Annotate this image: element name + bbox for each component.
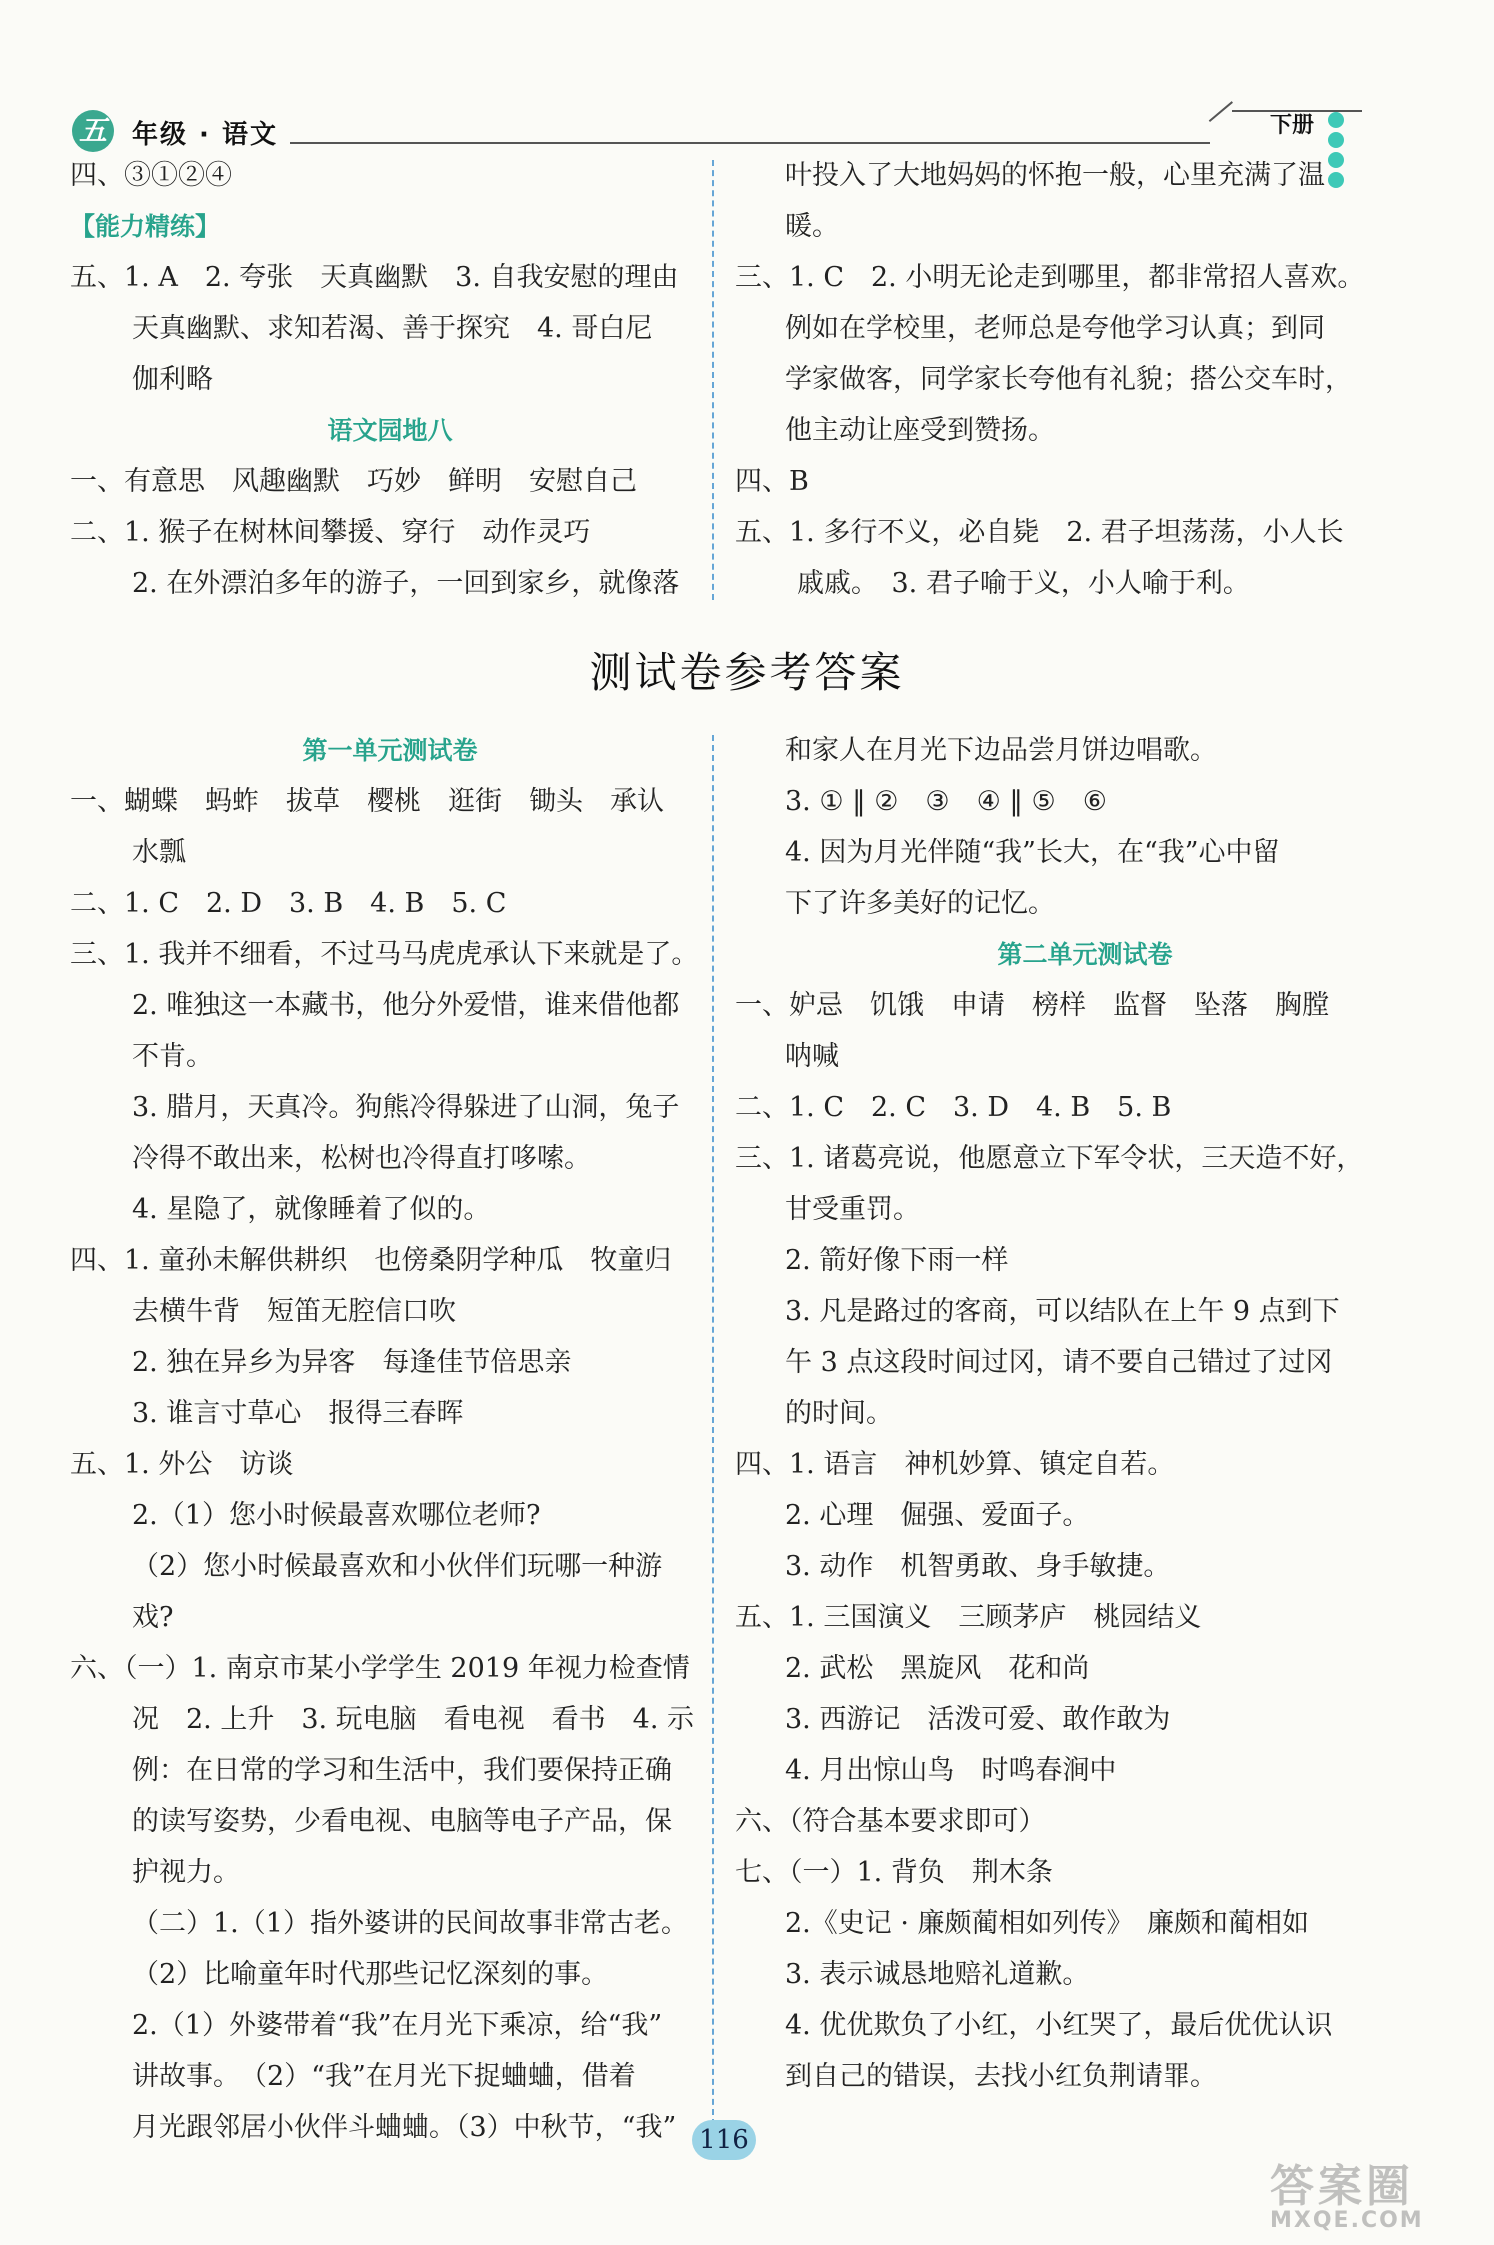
answer-line: 4. 优优欺负了小红，小红哭了，最后优优认识 [785,2010,1333,2041]
answer-line: 学家做客，同学家长夸他有礼貌；搭公交车时， [785,364,1352,395]
section-title: 语文园地八 [327,416,453,445]
answer-line: 例：在日常的学习和生活中，我们要保持正确 [132,1755,672,1786]
answer-line: 呐喊 [785,1041,839,1072]
upper-right-column [735,150,1435,609]
answer-line: 2.《史记 · 廉颇蔺相如列传》 廉颇和蔺相如 [785,1908,1310,1939]
page-number: 116 [692,2120,756,2160]
answer-line: 2.（1）外婆带着“我”在月光下乘凉，给“我” [132,2010,663,2041]
answer-line: 的读写姿势，少看电视、电脑等电子产品，保 [132,1806,672,1837]
answer-line: 一、有意思 风趣幽默 巧妙 鲜明 安慰自己 [70,466,637,497]
volume-label: 下册 [1270,113,1315,138]
answer-line: 2.（1）您小时候最喜欢哪位老师? [132,1500,541,1531]
answer-line: 4. 因为月光伴随“我”长大，在“我”心中留 [785,837,1280,868]
answer-line: 去横牛背 短笛无腔信口吹 [132,1296,456,1327]
answer-line: 3. 凡是路过的客商，可以结队在上午 9 点到下 [785,1296,1340,1327]
grade-badge: 五 [72,110,114,152]
answer-line: 3. 表示诚恳地赔礼道歉。 [785,1959,1090,1990]
answer-line: 下了许多美好的记忆。 [785,888,1055,919]
answer-line: 一、蝴蝶 蚂蚱 拔草 樱桃 逛街 锄头 承认 [70,786,664,817]
answer-line: 三、1. C 2. 小明无论走到哪里，都非常招人喜欢。 [735,262,1365,293]
column-divider [712,735,714,2135]
answer-line: 天真幽默、求知若渴、善于探究 4. 哥白尼 [132,313,653,344]
answer-line: 护视力。 [132,1857,240,1888]
answer-line: 和家人在月光下边品尝月饼边唱歌。 [785,735,1217,766]
answer-line: 2. 心理 倔强、爱面子。 [785,1500,1090,1531]
answer-line: 3. 谁言寸草心 报得三春晖 [132,1398,464,1429]
section-title: 第一单元测试卷 [302,736,478,765]
answer-line: 冷得不敢出来，松树也冷得直打哆嗦。 [132,1143,591,1174]
answer-line: （二）1.（1）指外婆讲的民间故事非常古老。 [132,1908,688,1939]
answer-line: 三、1. 我并不细看，不过马马虎虎承认下来就是了。 [70,939,699,970]
upper-left-column [70,150,710,609]
answer-line: 3. ① ‖ ② ③ ④ ‖ ⑤ ⑥ [785,786,1107,817]
answer-line: 戏? [132,1602,174,1633]
page-title: 测试卷参考答案 [589,648,905,697]
answer-line: 不肯。 [132,1041,213,1072]
answer-line: 二、1. 猴子在树林间攀援、穿行 动作灵巧 [70,517,591,548]
answer-line: 4. 月出惊山鸟 时鸣春涧中 [785,1755,1117,1786]
section-heading: 【能力精练】 [70,212,221,241]
header-rule [290,142,1210,144]
answer-line: 到自己的错误，去找小红负荆请罪。 [785,2061,1217,2092]
lower-right-column [735,725,1435,2102]
answer-line: 三、1. 诸葛亮说，他愿意立下军令状，三天造不好， [735,1143,1364,1174]
answer-line: 四、③①②④ [70,160,232,191]
answer-line: 五、1. 多行不义，必自毙 2. 君子坦荡荡，小人长 [735,517,1344,548]
watermark-url: MXQE.COM [1270,2208,1424,2233]
answer-line: 七、（一）1. 背负 荆木条 [735,1857,1053,1888]
answer-line: 午 3 点这段时间过冈，请不要自己错过了过冈 [785,1347,1333,1378]
answer-line: 甘受重罚。 [785,1194,920,1225]
answer-line: 例如在学校里，老师总是夸他学习认真；到同 [785,313,1325,344]
answer-line: 五、1. 外公 访谈 [70,1449,294,1480]
answer-line: 讲故事。 （2）“我”在月光下捉蛐蛐，借着 [132,2061,636,2092]
answer-line: 五、1. A 2. 夸张 天真幽默 3. 自我安慰的理由 [70,262,679,293]
answer-line: 一、妒忌 饥饿 申请 榜样 监督 坠落 胸膛 [735,990,1329,1021]
answer-line: 四、1. 童孙未解供耕织 也傍桑阴学种瓜 牧童归 [70,1245,672,1276]
header-rule-slant [1209,101,1233,122]
column-divider [712,160,714,600]
watermark-text: 答案圈 [1270,2161,1414,2212]
answer-line: 戚戚。 3. 君子喻于义，小人喻于利。 [797,568,1250,599]
answer-line: 的时间。 [785,1398,893,1429]
answer-line: 四、B [735,466,809,497]
answer-line: 3. 西游记 活泼可爱、敢作敢为 [785,1704,1171,1735]
answer-line: 2. 箭好像下雨一样 [785,1245,1009,1276]
answer-line: 二、1. C 2. C 3. D 4. B 5. B [735,1092,1172,1123]
answer-line: 月光跟邻居小伙伴斗蛐蛐。（3）中秋节，“我” [132,2112,677,2143]
answer-line: 3. 动作 机智勇敢、身手敏捷。 [785,1551,1171,1582]
answer-line: 五、1. 三国演义 三顾茅庐 桃园结义 [735,1602,1202,1633]
answer-line: 4. 星隐了，就像睡着了似的。 [132,1194,491,1225]
answer-line: 3. 腊月，天真冷。狗熊冷得躲进了山洞，兔子 [132,1092,680,1123]
answer-line: 水瓢 [132,837,186,868]
answer-line: （2）您小时候最喜欢和小伙伴们玩哪一种游 [132,1551,663,1582]
section-title: 第二单元测试卷 [997,940,1173,969]
answer-line: 叶投入了大地妈妈的怀抱一般，心里充满了温 [785,160,1325,191]
watermark-logo [1270,2150,1470,2233]
answer-line: 六、（符合基本要求即可） [735,1806,1046,1837]
answer-line: 伽利略 [132,364,213,395]
answer-line: 二、1. C 2. D 3. B 4. B 5. C [70,888,507,919]
answer-line: 况 2. 上升 3. 玩电脑 看电视 看书 4. 示 [132,1704,695,1735]
grade-subject-label: 年级 · 语文 [132,120,278,150]
answer-line: （2）比喻童年时代那些记忆深刻的事。 [132,1959,609,1990]
answer-line: 2. 唯独这一本藏书，他分外爱惜，谁来借他都 [132,990,680,1021]
lower-left-column [70,725,710,2153]
answer-line: 2. 在外漂泊多年的游子，一回到家乡，就像落 [132,568,680,599]
answer-line: 他主动让座受到赞扬。 [785,415,1055,446]
answer-line: 暖。 [785,211,839,242]
answer-line: 2. 武松 黑旋风 花和尚 [785,1653,1090,1684]
answer-line: 2. 独在异乡为异客 每逢佳节倍思亲 [132,1347,572,1378]
answer-line: 六、（一）1. 南京市某小学学生 2019 年视力检查情 [70,1653,690,1684]
answer-line: 四、1. 语言 神机妙算、镇定自若。 [735,1449,1175,1480]
